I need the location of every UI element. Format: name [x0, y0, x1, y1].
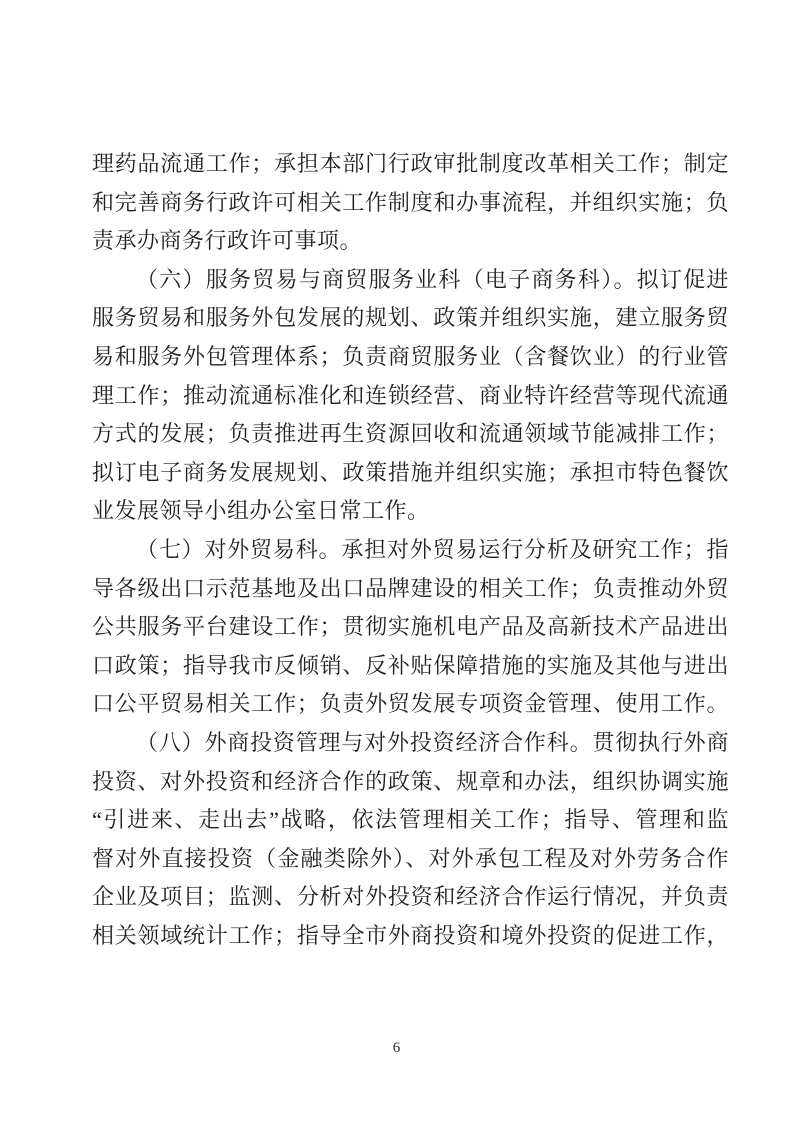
text-line: “引进来、走出去”战略，依法管理相关工作；指导、管理和监 [92, 807, 729, 833]
text-line: 业发展领导小组办公室日常工作。 [92, 498, 430, 524]
paragraph [92, 261, 729, 531]
text-line: 责承办商务行政许可事项。 [92, 228, 363, 254]
text-line: 易和服务外包管理体系；负责商贸服务业（含餐饮业）的行业管 [92, 343, 729, 369]
text-line: 口公平贸易相关工作；负责外贸发展专项资金管理、使用工作。 [92, 691, 729, 717]
text-line: （八）外商投资管理与对外投资经济合作科。贯彻执行外商 [136, 729, 729, 755]
text-line: 拟订电子商务发展规划、政策措施并组织实施；承担市特色餐饮 [92, 459, 729, 485]
text-line: 理工作；推动流通标准化和连锁经营、商业特许经营等现代流通 [92, 382, 729, 408]
document-body [92, 145, 729, 955]
text-line: 服务贸易和服务外包发展的规划、政策并组织实施，建立服务贸 [92, 305, 729, 331]
paragraph [92, 531, 729, 724]
text-line: 企业及项目；监测、分析对外投资和经济合作运行情况，并负责 [92, 884, 729, 910]
text-line: 督对外直接投资（金融类除外）、对外承包工程及对外劳务合作 [92, 845, 729, 871]
text-line: 投资、对外投资和经济合作的政策、规章和办法，组织协调实施 [92, 768, 729, 794]
text-line: （六）服务贸易与商贸服务业科（电子商务科）。拟订促进 [136, 266, 729, 292]
paragraph [92, 145, 729, 261]
text-line: 相关领域统计工作；指导全市外商投资和境外投资的促进工作， [92, 922, 729, 948]
paragraph [92, 724, 729, 956]
text-line: 方式的发展；负责推进再生资源回收和流通领域节能减排工作； [92, 421, 729, 447]
page-number: 6 [392, 1040, 401, 1056]
text-line: 和完善商务行政许可相关工作制度和办事流程，并组织实施；负 [92, 189, 729, 215]
text-line: 导各级出口示范基地及出口品牌建设的相关工作；负责推动外贸 [92, 575, 729, 601]
text-line: 理药品流通工作；承担本部门行政审批制度改革相关工作；制定 [92, 151, 729, 176]
text-line: 公共服务平台建设工作；贯彻实施机电产品及高新技术产品进出 [92, 614, 729, 640]
text-line: （七）对外贸易科。承担对外贸易运行分析及研究工作；指 [136, 536, 729, 562]
text-line: 口政策；指导我市反倾销、反补贴保障措施的实施及其他与进出 [92, 652, 729, 678]
